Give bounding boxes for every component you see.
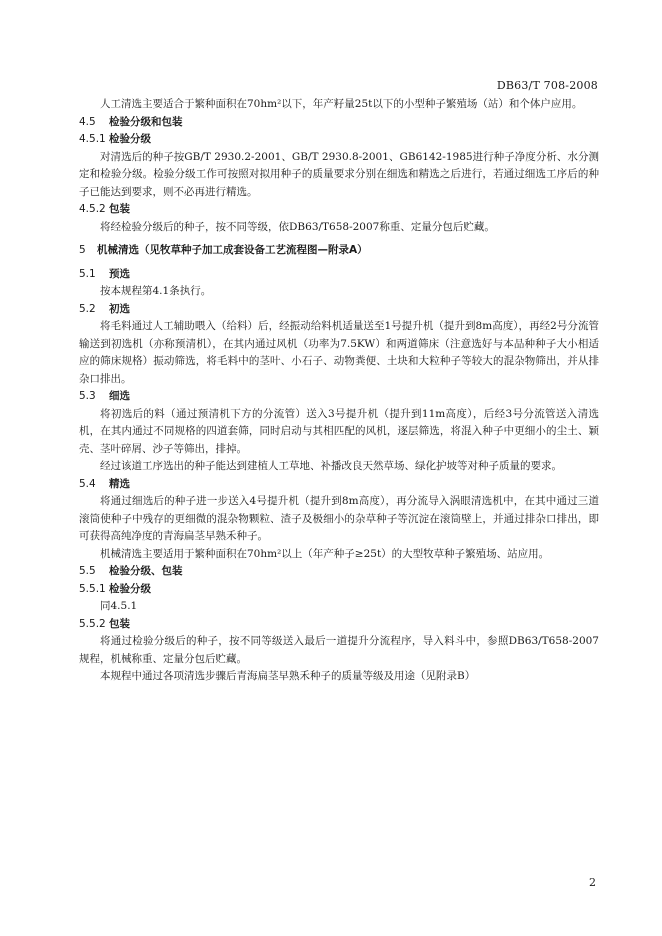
- section-heading: [79, 131, 599, 149]
- section-number: 5.4: [79, 477, 96, 490]
- section-number: 4.5.2: [79, 203, 106, 215]
- paragraph: 对清选后的种子按GB/T 2930.2-2001、GB/T 2930.8-2001、GB6142-1985进行种子净度分析、水分测定和检验分级。检验分级工作可按照对拟用种子的质量要求分别在细选和精选之后进行，若通过细选工序后的种子已能达到要求，则不必再进行精选。: [79, 150, 599, 198]
- paragraph: 将通过检验分级后的种子，按不同等级送入最后一道提升分流程序，导入料斗中，参照DB63/T658-2007规程，机械称重、定量分包后贮藏。: [79, 635, 599, 665]
- paragraph: 本规程中通过各项清选步骤后青海扁茎早熟禾种子的质量等级及用途（见附录B）: [100, 670, 476, 682]
- section-number: 5.1: [79, 267, 96, 280]
- section-number: 4.5.1: [79, 133, 106, 145]
- section-number: 5.3: [79, 390, 96, 402]
- section-title: 检验分级: [109, 582, 151, 595]
- section-heading: [79, 388, 599, 406]
- section-title: 检验分级和包装: [109, 115, 183, 128]
- section-number: 5.5.2: [79, 617, 106, 630]
- paragraph: 经过该道工序选出的种子能达到建植人工草地、补播改良天然草场、绿化护坡等对种子质量的要求。: [100, 460, 562, 472]
- section-title: 预选: [109, 267, 130, 280]
- paragraph: 按本规程第4.1条执行。: [100, 285, 212, 297]
- page-number: 2: [589, 876, 596, 889]
- section-title: 包装: [109, 617, 130, 630]
- section-heading: [79, 301, 599, 319]
- section-heading: [79, 114, 599, 132]
- chapter-heading: [79, 242, 599, 260]
- paragraph: 将通过细选后的种子进一步送入4号提升机（提升到8m高度），再分流导入涡眼清选机中，在其中通过三道滚筒使种子中残存的更细微的混杂物颗粒、渣子及极细小的杂草种子等沉淀在滚筒壁上，并通过排杂口排出，即可获得高纯净度的青海扁茎早熟禾种子。: [79, 495, 599, 542]
- section-title: 包装: [109, 203, 130, 215]
- paragraph: 同4.5.1: [100, 600, 138, 612]
- section-number: 5: [79, 244, 86, 256]
- section-heading: [79, 563, 599, 581]
- section-heading: [79, 616, 599, 634]
- section-title: 检验分级、包装: [109, 565, 183, 577]
- paragraph: 机械清选主要适用于繁种面积在70hm²以上（年产种子≥25t）的大型牧草种子繁殖场、站应用。: [100, 547, 550, 560]
- section-heading: [79, 476, 599, 494]
- section-heading: [79, 266, 599, 284]
- paragraph: 将经检验分级后的种子，按不同等级，依DB63/T658-2007称重、定量分包后贮藏。: [100, 220, 495, 233]
- document-code: DB63/T 708-2008: [496, 79, 598, 92]
- section-heading: [79, 201, 599, 219]
- section-title: 机械清选（见牧草种子加工成套设备工艺流程图—附录A）: [97, 244, 368, 256]
- section-title: 精选: [109, 477, 130, 490]
- section-title: 细选: [109, 390, 130, 402]
- section-number: 5.2: [79, 302, 96, 315]
- section-number: 5.5: [79, 565, 96, 577]
- document-body: [79, 96, 599, 686]
- section-title: 检验分级: [109, 133, 151, 145]
- paragraph: 将初选后的料（通过预清机下方的分流管）送入3号提升机（提升到11m高度），后经3号分流管送入清选机，在其内通过不同规格的四道套筛，同时启动与其相匹配的风机，逐层筛选，将混入种子中更细小的尘土、颖壳、茎叶碎屑、沙子等筛出，排掉。: [79, 407, 599, 455]
- paragraph: 人工清选主要适合于繁种面积在70hm²以下，年产籽量25t以下的小型种子繁殖场（站）和个体户应用。: [100, 98, 583, 110]
- section-number: 4.5: [79, 115, 96, 128]
- section-heading: [79, 581, 599, 599]
- paragraph: 将毛料通过人工辅助喂入（给料）后，经振动给料机适量送至1号提升机（提升到8m高度），再经2号分流管输送到初选机（亦称预清机），在其内通过风机（功率为7.5KW）和两道筛床（注意选好与本品种种子大小相适应的筛床规格）振动筛选，将毛料中的茎叶、小石子、动物粪便、土块和大粒种子等较大的混杂物筛出，并从排杂口排出。: [79, 320, 599, 385]
- section-number: 5.5.1: [79, 582, 106, 595]
- section-title: 初选: [109, 302, 130, 315]
